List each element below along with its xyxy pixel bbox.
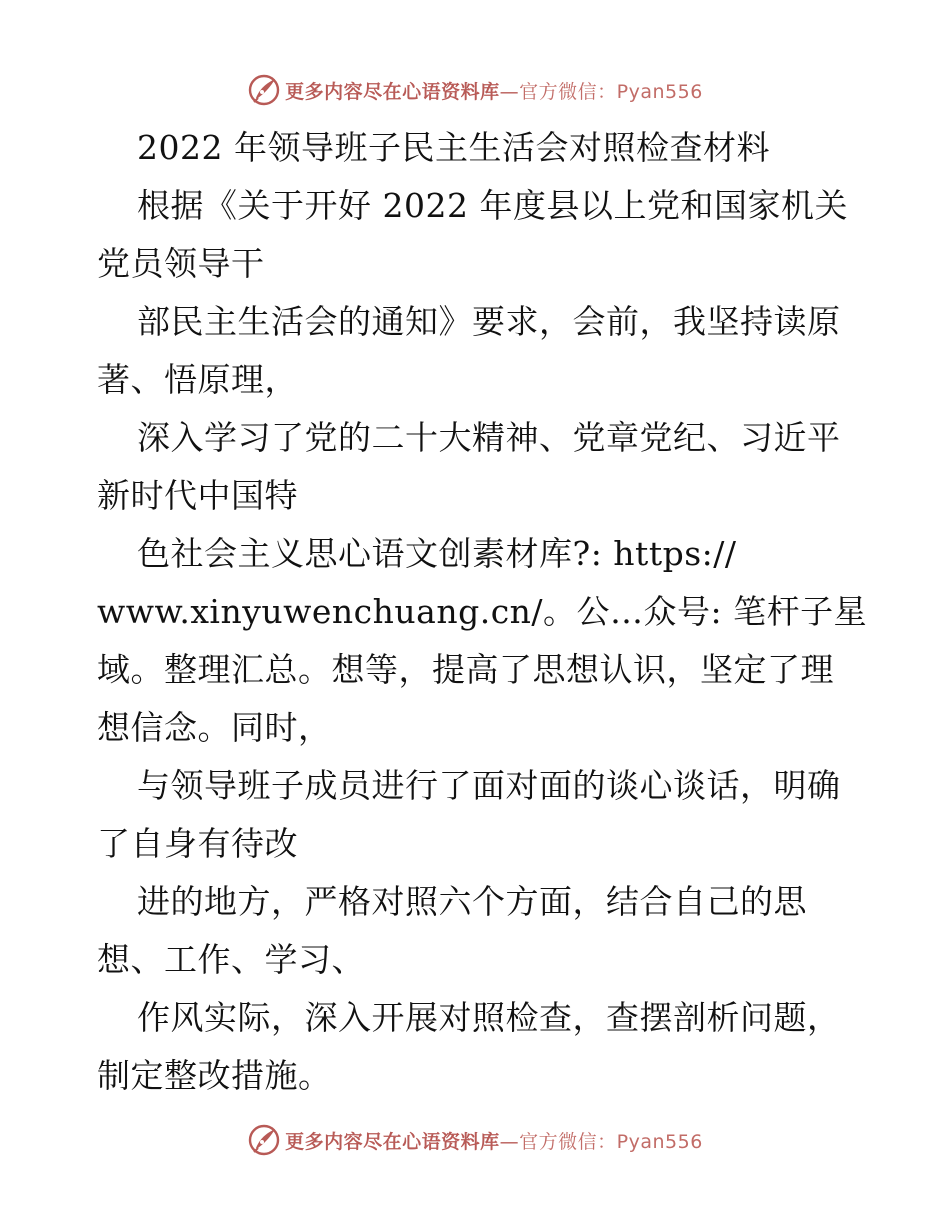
watermark-wechat-text: 官方微信：Pyan556: [519, 1130, 703, 1153]
paragraph-line: 想信念。同时，: [97, 708, 332, 747]
watermark-header: [0, 70, 950, 110]
paragraph-line: 进的地方，严格对照六个方面，结合自己的思: [137, 882, 807, 921]
paragraph-line: www.xinyuwenchuang.cn/。公…众号: 笔杆子星: [97, 592, 868, 631]
paragraph-line: 制定整改措施。: [97, 1056, 332, 1095]
paragraph-line: 根据《关于开好 2022 年度县以上党和国家机关: [137, 186, 848, 225]
quill-pen-logo-icon: [247, 73, 281, 107]
paragraph-line: 深入学习了党的二十大精神、党章党纪、习近平: [137, 418, 841, 457]
paragraph-line: 色社会主义思心语文创素材库?: https://: [137, 534, 737, 573]
paragraph-line: 作风实际，深入开展对照检查，查摆剖析问题，: [137, 998, 841, 1037]
watermark-dash: —: [499, 1130, 520, 1153]
watermark-footer: [0, 1120, 950, 1160]
quill-pen-logo-icon: [247, 1123, 281, 1157]
watermark-text: [285, 77, 703, 104]
paragraph-line: 党员领导干: [97, 244, 265, 283]
watermark-main-text: 更多内容尽在心语资料库: [285, 1130, 500, 1153]
paragraph-line: 新时代中国特: [97, 476, 298, 515]
paragraph-line: 与领导班子成员进行了面对面的谈心谈话，明确: [137, 766, 841, 805]
paragraph-line: 著、悟原理，: [97, 360, 298, 399]
watermark-main-text: 更多内容尽在心语资料库: [285, 80, 500, 103]
paragraph-line: 域。整理汇总。想等，提高了思想认识，坚定了理: [97, 650, 834, 689]
paragraph-line: 想、工作、学习、: [97, 940, 365, 979]
document-body: [97, 119, 868, 1105]
watermark-dash: —: [499, 80, 520, 103]
document-title: 2022 年领导班子民主生活会对照检查材料: [137, 128, 770, 167]
watermark-wechat-text: 官方微信：Pyan556: [519, 80, 703, 103]
paragraph-line: 了自身有待改: [97, 824, 298, 863]
watermark-text: [285, 1127, 703, 1154]
paragraph-line: 部民主生活会的通知》要求，会前，我坚持读原: [137, 302, 841, 341]
